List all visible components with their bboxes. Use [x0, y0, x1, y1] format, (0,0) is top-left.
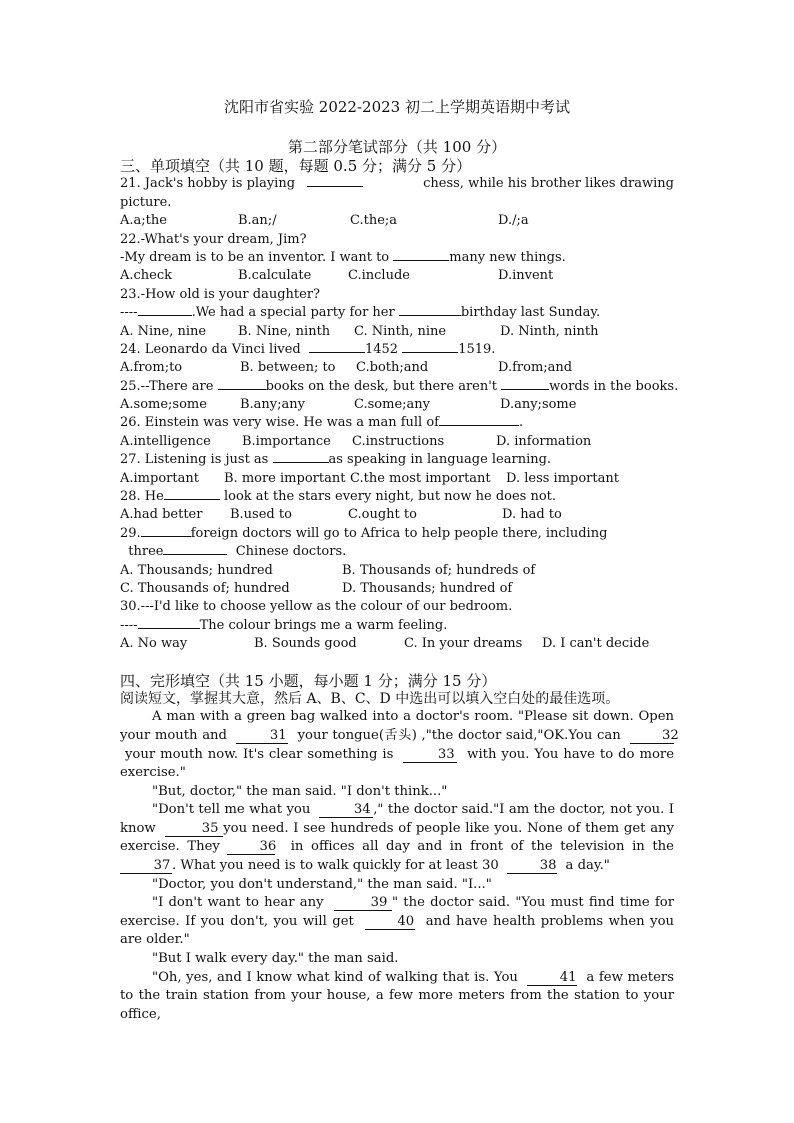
blank-35: 35 — [165, 822, 223, 837]
blank-33: 33 — [403, 748, 457, 763]
blank-24b — [402, 352, 458, 353]
question-29-continued: three Chinese doctors. — [128, 544, 347, 560]
passage-paragraph-7: "Oh, yes, and I know what kind of walking that is. You 41 a few meters to the train station from your house, a few more meters from the station to your office, — [120, 969, 674, 1022]
blank-38: 38 — [507, 859, 557, 874]
question-23: 23.-How old is your daughter? — [120, 286, 321, 302]
question-28: 28. He look at the stars every night, but now he does not. — [120, 489, 557, 505]
question-22: 22.-What's your dream, Jim? — [120, 231, 307, 247]
blank-25b — [501, 389, 549, 390]
passage-paragraph-6: "But I walk every day." the man said. — [152, 951, 399, 967]
question-24: 24. Leonardo da Vinci lived 1452 1519. — [120, 341, 496, 357]
question-27: 27. Listening is just as as speaking in language learning. — [120, 452, 552, 468]
blank-28 — [164, 499, 220, 500]
question-30: 30.---I'd like to choose yellow as the colour of our bedroom. — [120, 599, 513, 615]
blank-34: 34 — [319, 803, 373, 818]
cloze-passage — [120, 708, 679, 1024]
blank-24a — [309, 352, 365, 353]
question-23-answer-line: ---- .We had a special party for her birthday last Sunday. — [120, 305, 601, 321]
blank-25a — [218, 389, 266, 390]
blank-40: 40 — [365, 915, 415, 930]
blank-27 — [273, 462, 329, 463]
blank-26 — [439, 425, 519, 426]
passage-paragraph-3: "Don't tell me what you 34 ," the doctor said."I am the doctor, not you. I know 35 you need. I see hundreds of people like you. None of them get any exercise. They 36 in offices all day and in front of the television in the37 . What you need is to walk quickly for at least 30 38 a day." — [120, 802, 674, 874]
question-26: 26. Einstein was very wise. He was a man full of . — [120, 415, 524, 431]
blank-21 — [307, 186, 363, 187]
blank-41: 41 — [527, 971, 577, 986]
question-25: 25.--There are books on the desk, but there aren't words in the books. — [120, 378, 679, 394]
blank-39: 39 — [334, 896, 392, 911]
question-25-options: A.some;some B.any;any C.some;any D.any;some — [120, 397, 577, 413]
exam-title: 沈阳市省实验 2022-2023 初二上学期英语期中考试 — [224, 98, 570, 116]
question-29-options-ab: A. Thousands; hundred B. Thousands of; hundreds of — [120, 562, 536, 578]
blank-32: 32 — [630, 729, 674, 744]
blank-22 — [393, 260, 449, 261]
question-21-continued: picture. — [120, 194, 172, 210]
passage-paragraph-5: "I don't want to hear any 39 " the doctor said. "You must find time for exercise. If you don't, you will get 40 and have health problems when you are older." — [120, 895, 675, 948]
question-21: 21. Jack's hobby is playing chess, while his brother likes drawing — [120, 176, 674, 192]
blank-30 — [138, 628, 200, 629]
cloze-instruction: 阅读短文，掌握其大意，然后 A、B、C、D 中选出可以填入空白处的最佳选项。 — [120, 690, 620, 707]
blank-37: 37 — [120, 859, 172, 874]
section-4-heading: 四、完形填空（共 15 小题，每小题 1 分；满分 15 分） — [120, 671, 497, 690]
question-29: 29. foreign doctors will go to Africa to help people there, including — [120, 525, 608, 541]
question-21-options: A.a;the B.an;/ C.the;a D./;a — [120, 213, 529, 229]
question-22-answer-line: -My dream is to be an inventor. I want to many new things. — [120, 249, 566, 265]
blank-23b — [399, 315, 461, 316]
question-22-options: A.check B.calculate C.include D.invent — [120, 268, 554, 284]
question-30-options: A. No way B. Sounds good C. In your dreams D. I can't decide — [120, 636, 650, 652]
passage-paragraph-2: "But, doctor," the man said. "I don't think..." — [152, 783, 448, 799]
passage-paragraph-1: A man with a green bag walked into a doctor's room. "Please sit down. Open your mouth and 31 your tongue(舌头) ,"the doctor said,"OK.You can 32 your mouth now. It's clear something is 33 with you. You have to do more exercise." — [120, 709, 679, 781]
question-30-answer-line: ---- The colour brings me a warm feeling. — [120, 617, 448, 633]
blank-31: 31 — [236, 729, 288, 744]
question-28-options: A.had better B.used to C.ought to D. had to — [120, 507, 562, 523]
question-27-options: A.important B. more important C.the most important D. less important — [120, 470, 619, 486]
question-29-options-cd: C. Thousands of; hundred D. Thousands; hundred of — [120, 580, 513, 596]
blank-29a — [141, 536, 191, 537]
blank-29b — [163, 554, 227, 555]
question-23-options: A. Nine, nine B. Nine, ninth C. Ninth, nine D. Ninth, ninth — [120, 323, 599, 339]
section-3-heading: 三、单项填空（共 10 题，每题 0.5 分；满分 5 分） — [120, 157, 472, 175]
blank-23a — [138, 315, 192, 316]
exam-content — [120, 157, 679, 1024]
question-26-options: A.intelligence B.importance C.instructions D. information — [120, 433, 592, 449]
part-two-heading: 第二部分笔试部分（共 100 分） — [287, 138, 507, 156]
passage-paragraph-4: "Doctor, you don't understand," the man said. "I..." — [152, 876, 492, 892]
blank-36: 36 — [227, 840, 275, 855]
question-24-options: A.from;to B. between; to C.both;and D.from;and — [120, 360, 573, 376]
